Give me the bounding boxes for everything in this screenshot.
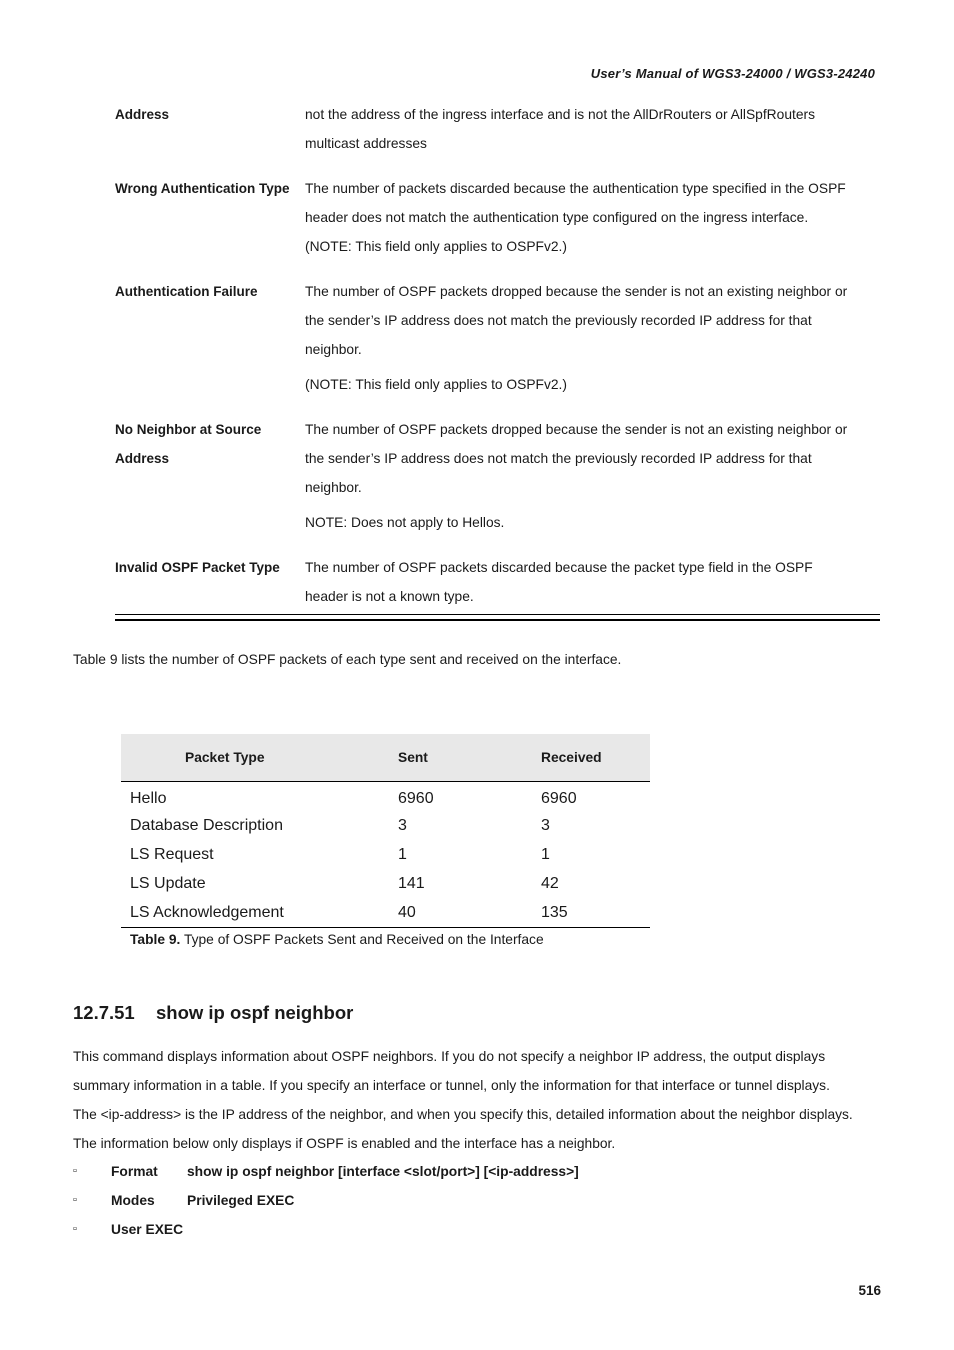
table-row	[121, 811, 650, 840]
description-line: multicast addresses	[305, 136, 427, 151]
cell-received: 42	[541, 874, 559, 892]
description-line: header is not a known type.	[305, 589, 474, 604]
section-heading	[73, 1002, 353, 1024]
description-line: neighbor.	[305, 342, 362, 357]
definition-description	[305, 553, 880, 611]
section-number: 12.7.51	[73, 1002, 135, 1023]
bullet-value: Privileged EXEC	[187, 1193, 295, 1208]
caption-text: Type of OSPF Packets Sent and Received on the Interface	[180, 932, 544, 947]
list-item	[73, 1157, 579, 1186]
cell-packet-type: Database Description	[130, 816, 283, 834]
cell-received: 1	[541, 845, 550, 863]
definition-row	[115, 415, 880, 537]
definition-row	[115, 277, 880, 399]
list-item	[73, 1186, 579, 1215]
cell-sent: 141	[398, 874, 425, 892]
definition-table	[115, 100, 880, 627]
description-line: The number of packets discarded because the authentication type specified in the OSPF	[305, 181, 846, 196]
list-item	[73, 1215, 579, 1244]
bullet-label: Format	[111, 1164, 158, 1179]
cell-received: 6960	[541, 789, 577, 807]
description-line: The number of OSPF packets dropped because the sender is not an existing neighbor or	[305, 284, 848, 299]
cell-sent: 6960	[398, 789, 434, 807]
description-line: (NOTE: This field only applies to OSPFv2.)	[305, 239, 567, 254]
definition-row	[115, 553, 880, 611]
description-line: The number of OSPF packets discarded because the packet type field in the OSPF	[305, 560, 813, 575]
bullet-label: Modes	[111, 1193, 155, 1208]
cell-packet-type: LS Acknowledgement	[121, 898, 380, 928]
bullet-value: show ip ospf neighbor [interface <slot/port>] [<ip-address>]	[187, 1164, 579, 1179]
column-header-packet-type: Packet Type	[121, 734, 380, 782]
cell-sent: 3	[398, 816, 407, 834]
cell-sent: 1	[398, 845, 407, 863]
section-title: show ip ospf neighbor	[156, 1002, 354, 1023]
intro-text: Table 9 lists the number of OSPF packets of each type sent and received on the interface.	[73, 652, 622, 667]
description-line: header does not match the authentication type configured on the ingress interface.	[305, 210, 809, 225]
definition-description	[305, 277, 880, 399]
definition-term: Invalid OSPF Packet Type	[115, 560, 280, 575]
paragraph-line: The <ip-address> is the IP address of the neighbor, and when you specify this, detailed information about the neighbor displays.	[73, 1107, 853, 1122]
description-line: not the address of the ingress interface and is not the AllDrRouters or AllSpfRouters	[305, 107, 815, 122]
column-header-received: Received	[523, 734, 650, 782]
description-line: the sender’s IP address does not match the previously recorded IP address for that	[305, 451, 812, 466]
table-row	[121, 840, 650, 869]
description-line: The number of OSPF packets dropped because the sender is not an existing neighbor or	[305, 422, 848, 437]
definition-row	[115, 174, 880, 261]
description-line: the sender’s IP address does not match the previously recorded IP address for that	[305, 313, 812, 328]
table-row	[121, 869, 650, 898]
command-bullet-list	[73, 1157, 579, 1244]
table-end-rule	[115, 614, 880, 621]
paragraph-line: This command displays information about OSPF neighbors. If you do not specify a neighbor IP address, the output displays	[73, 1049, 826, 1064]
cell-received: 135	[523, 898, 650, 928]
page-number: 516	[858, 1283, 881, 1298]
definition-term: No Neighbor at Source Address	[115, 422, 262, 466]
bullet-icon: ▫	[73, 1223, 77, 1235]
definition-description	[305, 415, 880, 537]
column-header-sent: Sent	[380, 734, 523, 782]
packet-type-table	[121, 734, 650, 928]
definition-term: Authentication Failure	[115, 284, 258, 299]
definition-description	[305, 174, 880, 261]
cell-packet-type: LS Update	[130, 874, 206, 892]
cell-received: 3	[541, 816, 550, 834]
caption-label: Table 9.	[130, 932, 181, 947]
manual-header: User’s Manual of WGS3-24000 / WGS3-24240	[590, 66, 875, 81]
cell-sent: 40	[380, 898, 523, 928]
table-row	[121, 782, 650, 812]
bullet-icon: ▫	[73, 1194, 77, 1206]
cell-packet-type: LS Request	[130, 845, 214, 863]
bullet-icon: ▫	[73, 1165, 77, 1177]
definition-description	[305, 100, 880, 158]
bullet-label: User EXEC	[111, 1222, 184, 1237]
table-caption	[130, 932, 544, 947]
paragraph-line: summary information in a table. If you specify an interface or tunnel, only the information for that interface or tunnel displays.	[73, 1078, 830, 1093]
cell-packet-type: Hello	[130, 789, 167, 807]
table-header-row	[121, 734, 650, 782]
paragraph-line: The information below only displays if OSPF is enabled and the interface has a neighbor.	[73, 1136, 616, 1151]
description-note: (NOTE: This field only applies to OSPFv2.)	[305, 377, 567, 392]
table-row	[121, 898, 650, 928]
definition-term: Wrong Authentication Type	[115, 181, 290, 196]
definition-row	[115, 100, 880, 158]
description-line: neighbor.	[305, 480, 362, 495]
section-paragraph	[73, 1042, 888, 1158]
definition-term: Address	[115, 107, 170, 122]
description-note: NOTE: Does not apply to Hellos.	[305, 515, 505, 530]
